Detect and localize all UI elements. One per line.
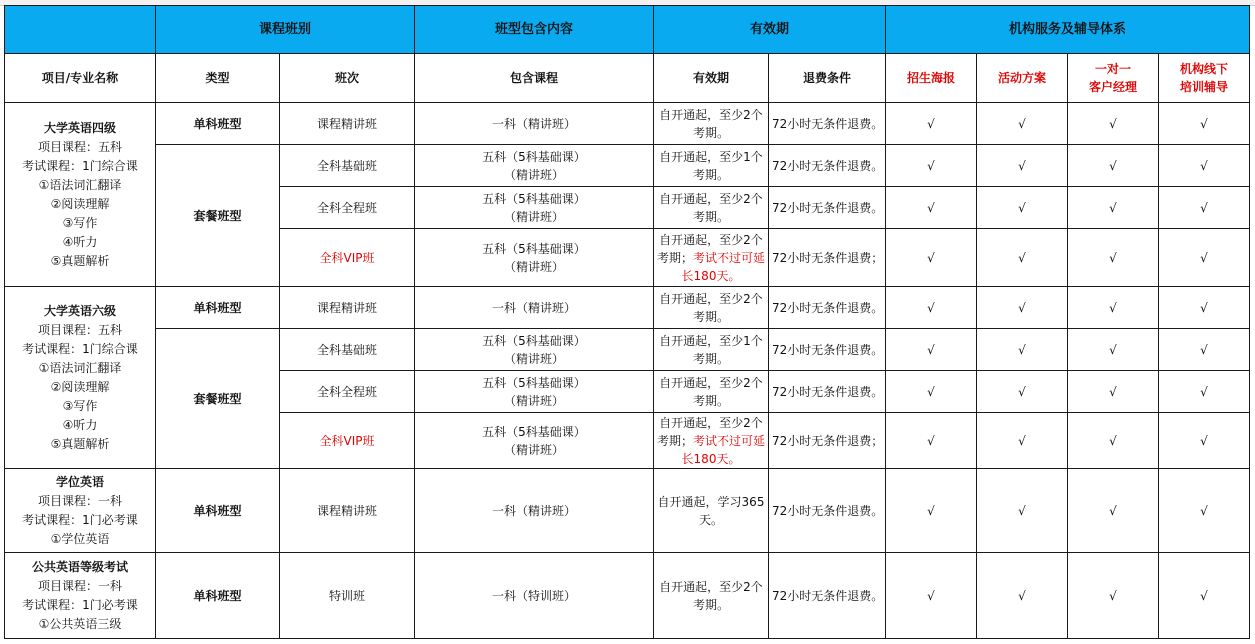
header-activity: 活动方案	[977, 54, 1068, 103]
header-service: 机构服务及辅导体系	[886, 6, 1250, 54]
validity-line: 自开通起，学习365	[657, 494, 765, 509]
check-training: √	[1159, 287, 1250, 329]
check-poster: √	[886, 145, 977, 187]
class-cell: 全科全程班	[280, 371, 415, 413]
validity-text: 考期；	[656, 433, 693, 448]
validity-extend: 考试不过可延	[693, 433, 766, 448]
header-type: 类型	[156, 54, 280, 103]
project-line: ①学位英语	[50, 531, 110, 546]
validity-line	[654, 392, 768, 410]
class-cell: 全科全程班	[280, 187, 415, 229]
check-activity: √	[977, 469, 1068, 553]
project-name: 大学英语六级	[43, 303, 116, 318]
refund-cell: 72小时无条件退费；	[769, 413, 886, 469]
refund-cell: 72小时无条件退费。	[769, 371, 886, 413]
check-manager: √	[1068, 553, 1159, 639]
courses-cell	[415, 287, 654, 329]
check-manager: √	[1068, 469, 1159, 553]
check-training: √	[1159, 329, 1250, 371]
header-refund: 退费条件	[769, 54, 886, 103]
courses-cell	[415, 229, 654, 287]
project-line: 考试课程：1门综合课	[22, 341, 138, 356]
header-row-top	[5, 6, 1250, 54]
refund-cell: 72小时无条件退费。	[769, 145, 886, 187]
header-project-name: 项目/专业名称	[5, 54, 156, 103]
check-poster: √	[886, 329, 977, 371]
courses-line: （精讲班）	[503, 442, 564, 457]
check-poster: √	[886, 287, 977, 329]
validity-line	[654, 308, 768, 326]
validity-line: 自开通起，至少1个	[659, 333, 763, 348]
header-blank	[5, 6, 156, 54]
refund-cell: 72小时无条件退费。	[769, 287, 886, 329]
refund-cell: 72小时无条件退费；	[769, 229, 886, 287]
project-line: 项目课程：一科	[37, 578, 122, 593]
courses-cell	[415, 371, 654, 413]
check-training: √	[1159, 145, 1250, 187]
refund-cell: 72小时无条件退费。	[769, 329, 886, 371]
class-cell: 全科基础班	[280, 145, 415, 187]
validity-cell	[654, 103, 769, 145]
type-cell: 单科班型	[156, 469, 280, 553]
validity-line	[654, 249, 768, 267]
header-validity: 有效期	[654, 6, 886, 54]
check-activity: √	[977, 187, 1068, 229]
validity-line	[654, 432, 768, 450]
refund-cell: 72小时无条件退费。	[769, 103, 886, 145]
validity-text: 考期。	[692, 597, 729, 612]
header-manager-l1: 一对一	[1094, 62, 1131, 76]
courses-line: 五科（5科基础课）	[482, 241, 586, 256]
project-line: 考试课程：1门必考课	[22, 512, 138, 527]
project-line: ①公共英语三级	[38, 616, 122, 631]
validity-extend: 考试不过可延	[693, 250, 766, 265]
check-manager: √	[1068, 103, 1159, 145]
header-training-l2: 培训辅导	[1179, 80, 1228, 94]
project-cell	[5, 553, 156, 639]
header-class: 班次	[280, 54, 415, 103]
header-courses: 包含课程	[415, 54, 654, 103]
class-cell: 课程精讲班	[280, 469, 415, 553]
validity-text: 考期。	[692, 167, 729, 182]
courses-cell	[415, 145, 654, 187]
validity-cell	[654, 371, 769, 413]
project-line: ③写作	[62, 215, 98, 230]
validity-cell	[654, 187, 769, 229]
check-manager: √	[1068, 371, 1159, 413]
type-cell: 套餐班型	[156, 145, 280, 287]
check-manager: √	[1068, 329, 1159, 371]
header-row-sub	[5, 54, 1250, 103]
validity-line: 长180天。	[681, 451, 741, 466]
check-training: √	[1159, 553, 1250, 639]
validity-line: 自开通起，至少2个	[659, 107, 763, 122]
check-poster: √	[886, 413, 977, 469]
validity-cell	[654, 469, 769, 553]
courses-line: 一科（特训班）	[491, 588, 576, 603]
header-course-type: 课程班别	[156, 6, 415, 54]
project-cell	[5, 469, 156, 553]
class-cell: 全科基础班	[280, 329, 415, 371]
validity-cell	[654, 329, 769, 371]
validity-text: 考期。	[692, 351, 729, 366]
validity-cell	[654, 145, 769, 187]
check-poster: √	[886, 187, 977, 229]
validity-line	[654, 208, 768, 226]
class-cell: 全科VIP班	[280, 413, 415, 469]
table-row	[5, 329, 1250, 371]
courses-line: 五科（5科基础课）	[482, 191, 586, 206]
validity-line: 自开通起，至少2个	[659, 191, 763, 206]
check-activity: √	[977, 145, 1068, 187]
header-poster: 招生海报	[886, 54, 977, 103]
header-validity-sub: 有效期	[654, 54, 769, 103]
project-cell	[5, 287, 156, 469]
validity-line: 自开通起，至少1个	[659, 149, 763, 164]
validity-line: 自开通起，至少2个	[659, 579, 763, 594]
validity-line: 自开通起，至少2个	[659, 375, 763, 390]
validity-cell	[654, 229, 769, 287]
project-name: 大学英语四级	[43, 120, 116, 135]
check-training: √	[1159, 187, 1250, 229]
project-line: ①语法词汇翻译	[38, 360, 122, 375]
project-name: 公共英语等级考试	[31, 559, 128, 574]
project-line: ④听力	[62, 234, 98, 249]
header-training	[1159, 54, 1250, 103]
validity-line: 自开通起，至少2个	[659, 232, 763, 247]
check-training: √	[1159, 103, 1250, 145]
courses-cell	[415, 103, 654, 145]
project-line: 项目课程：五科	[37, 322, 122, 337]
courses-cell	[415, 413, 654, 469]
check-activity: √	[977, 413, 1068, 469]
check-poster: √	[886, 371, 977, 413]
header-manager	[1068, 54, 1159, 103]
table-row	[5, 287, 1250, 329]
header-content: 班型包含内容	[415, 6, 654, 54]
courses-line: 一科（精讲班）	[491, 503, 576, 518]
header-manager-l2: 客户经理	[1088, 80, 1137, 94]
check-poster: √	[886, 553, 977, 639]
refund-cell: 72小时无条件退费。	[769, 553, 886, 639]
type-cell: 单科班型	[156, 287, 280, 329]
courses-line: （精讲班）	[503, 351, 564, 366]
courses-line: （精讲班）	[503, 209, 564, 224]
validity-cell	[654, 553, 769, 639]
check-poster: √	[886, 103, 977, 145]
class-cell: 课程精讲班	[280, 103, 415, 145]
refund-cell: 72小时无条件退费。	[769, 469, 886, 553]
validity-cell	[654, 413, 769, 469]
check-training: √	[1159, 371, 1250, 413]
type-cell: 单科班型	[156, 553, 280, 639]
project-line: ④听力	[62, 417, 98, 432]
check-manager: √	[1068, 187, 1159, 229]
courses-line: 一科（精讲班）	[491, 116, 576, 131]
project-line: 项目课程：一科	[37, 493, 122, 508]
validity-text: 考期。	[692, 125, 729, 140]
check-poster: √	[886, 229, 977, 287]
courses-line: 五科（5科基础课）	[482, 149, 586, 164]
courses-line: 五科（5科基础课）	[482, 333, 586, 348]
class-cell: 课程精讲班	[280, 287, 415, 329]
validity-text: 天。	[698, 512, 723, 527]
check-activity: √	[977, 329, 1068, 371]
table-row	[5, 553, 1250, 639]
validity-line	[654, 166, 768, 184]
check-training: √	[1159, 413, 1250, 469]
course-table	[4, 5, 1250, 639]
validity-text: 考期。	[692, 393, 729, 408]
courses-line: 一科（精讲班）	[491, 300, 576, 315]
check-training: √	[1159, 469, 1250, 553]
validity-line: 自开通起，至少2个	[659, 291, 763, 306]
project-line: 考试课程：1门必考课	[22, 597, 138, 612]
check-poster: √	[886, 469, 977, 553]
project-line: 项目课程：五科	[37, 139, 122, 154]
table-row	[5, 103, 1250, 145]
courses-line: （精讲班）	[503, 167, 564, 182]
type-cell: 套餐班型	[156, 329, 280, 469]
project-cell	[5, 103, 156, 287]
validity-text: 考期；	[656, 250, 693, 265]
validity-text: 考期。	[692, 309, 729, 324]
validity-cell	[654, 287, 769, 329]
class-cell: 特训班	[280, 553, 415, 639]
validity-line	[654, 596, 768, 614]
header-training-l1: 机构线下	[1179, 62, 1228, 76]
project-line: ⑤真题解析	[50, 436, 110, 451]
check-activity: √	[977, 287, 1068, 329]
courses-cell	[415, 329, 654, 371]
validity-line: 长180天。	[681, 268, 741, 283]
table-row	[5, 145, 1250, 187]
check-activity: √	[977, 553, 1068, 639]
project-line: ②阅读理解	[50, 196, 110, 211]
courses-line: 五科（5科基础课）	[482, 424, 586, 439]
project-name: 学位英语	[55, 474, 104, 489]
refund-cell: 72小时无条件退费。	[769, 187, 886, 229]
table-row	[5, 469, 1250, 553]
validity-text: 考期。	[692, 209, 729, 224]
check-activity: √	[977, 229, 1068, 287]
courses-line: （精讲班）	[503, 393, 564, 408]
courses-cell	[415, 469, 654, 553]
project-line: ①语法词汇翻译	[38, 177, 122, 192]
project-line: 考试课程：1门综合课	[22, 158, 138, 173]
type-cell: 单科班型	[156, 103, 280, 145]
check-manager: √	[1068, 229, 1159, 287]
project-line: ②阅读理解	[50, 379, 110, 394]
courses-cell	[415, 187, 654, 229]
project-line: ⑤真题解析	[50, 253, 110, 268]
project-line: ③写作	[62, 398, 98, 413]
validity-line	[654, 350, 768, 368]
check-manager: √	[1068, 413, 1159, 469]
validity-line	[654, 124, 768, 142]
check-training: √	[1159, 229, 1250, 287]
courses-line: （精讲班）	[503, 259, 564, 274]
validity-line	[654, 511, 768, 529]
class-cell: 全科VIP班	[280, 229, 415, 287]
check-manager: √	[1068, 145, 1159, 187]
courses-line: 五科（5科基础课）	[482, 375, 586, 390]
courses-cell	[415, 553, 654, 639]
validity-line: 自开通起，至少2个	[659, 415, 763, 430]
check-manager: √	[1068, 287, 1159, 329]
check-activity: √	[977, 371, 1068, 413]
check-activity: √	[977, 103, 1068, 145]
